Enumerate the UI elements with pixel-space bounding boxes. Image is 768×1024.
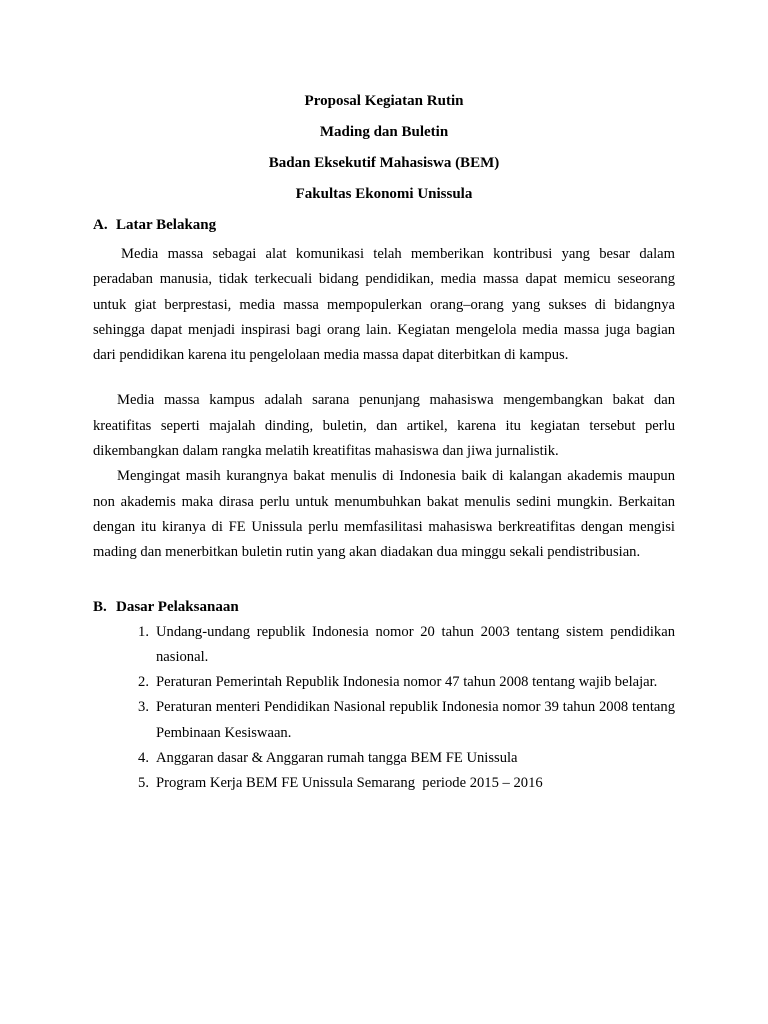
list-item <box>93 620 675 671</box>
section-b-title: Dasar Pelaksanaan <box>116 598 239 615</box>
list-item-text: Peraturan Pemerintah Republik Indonesia nomor 47 tahun 2008 tentang wajib belajar. <box>156 674 658 691</box>
title-line-2: Mading dan Buletin <box>319 124 449 140</box>
list-item <box>93 746 675 771</box>
list-item-text: Undang-undang republik Indonesia nomor 20 tahun 2003 tentang sistem pendidikan nasional. <box>156 623 675 665</box>
list-item-number: 2. <box>138 674 149 691</box>
list-item-text: Anggaran dasar & Anggaran rumah tangga BEM FE Unissula <box>156 750 518 767</box>
dasar-pelaksanaan-list <box>93 620 675 797</box>
section-b-marker: B. <box>93 598 107 615</box>
section-a-title: Latar Belakang <box>116 217 217 233</box>
section-a-heading <box>93 212 675 238</box>
section-a-marker: A. <box>93 217 108 233</box>
title-line-4: Fakultas Ekonomi Unissula <box>295 186 473 202</box>
list-item <box>93 771 675 796</box>
title-block <box>93 86 675 210</box>
list-item-number: 1. <box>138 623 149 640</box>
list-item <box>93 695 675 746</box>
list-item-number: 5. <box>138 775 149 792</box>
section-b-heading <box>93 594 675 620</box>
paragraph-3: Mengingat masih kurangnya bakat menulis di Indonesia baik di kalangan akademis maupun non akademis maka dirasa perlu untuk menumbuhkan bakat menulis sedini mungkin. Berkaitan dengan itu kiranya di FE Unissula perlu memfasilitasi mahasiswa berkreatifitas dengan mengisi mading dan menerbitkan buletin rutin yang akan diadakan dua minggu sekali pendistribusian. <box>93 468 675 561</box>
list-item-number: 4. <box>138 750 149 767</box>
list-item <box>93 670 675 695</box>
list-item-text: Peraturan menteri Pendidikan Nasional republik Indonesia nomor 39 tahun 2008 tentang Pembinaan Kesiswaan. <box>156 699 675 741</box>
paragraph-2: Media massa kampus adalah sarana penunjang mahasiswa mengembangkan bakat dan kreatifitas seperti majalah dinding, buletin, dan artikel, karena itu kegiatan tersebut perlu dikembangkan dalam rangka melatih kreatifitas mahasiswa dan jiwa jurnalistik. <box>93 392 675 460</box>
list-item-number: 3. <box>138 699 149 716</box>
list-item-text: Program Kerja BEM FE Unissula Semarang periode 2015 – 2016 <box>156 775 543 792</box>
title-line-3: Badan Eksekutif Mahasiswa (BEM) <box>268 155 500 171</box>
paragraph-1: Media massa sebagai alat komunikasi telah memberikan kontribusi yang besar dalam peradaban manusia, tidak terkecuali bidang pendidikan, media massa dapat memicu seseorang untuk giat berprestasi, media massa mempopulerkan orang–orang yang sukses di bidangnya sehingga dapat menjadi inspirasi bagi orang lain. Kegiatan mengelola media massa juga bagian dari pendidikan karena itu pengelolaan media massa dapat diterbitkan di kampus. <box>93 246 675 364</box>
title-line-1: Proposal Kegiatan Rutin <box>304 93 464 109</box>
